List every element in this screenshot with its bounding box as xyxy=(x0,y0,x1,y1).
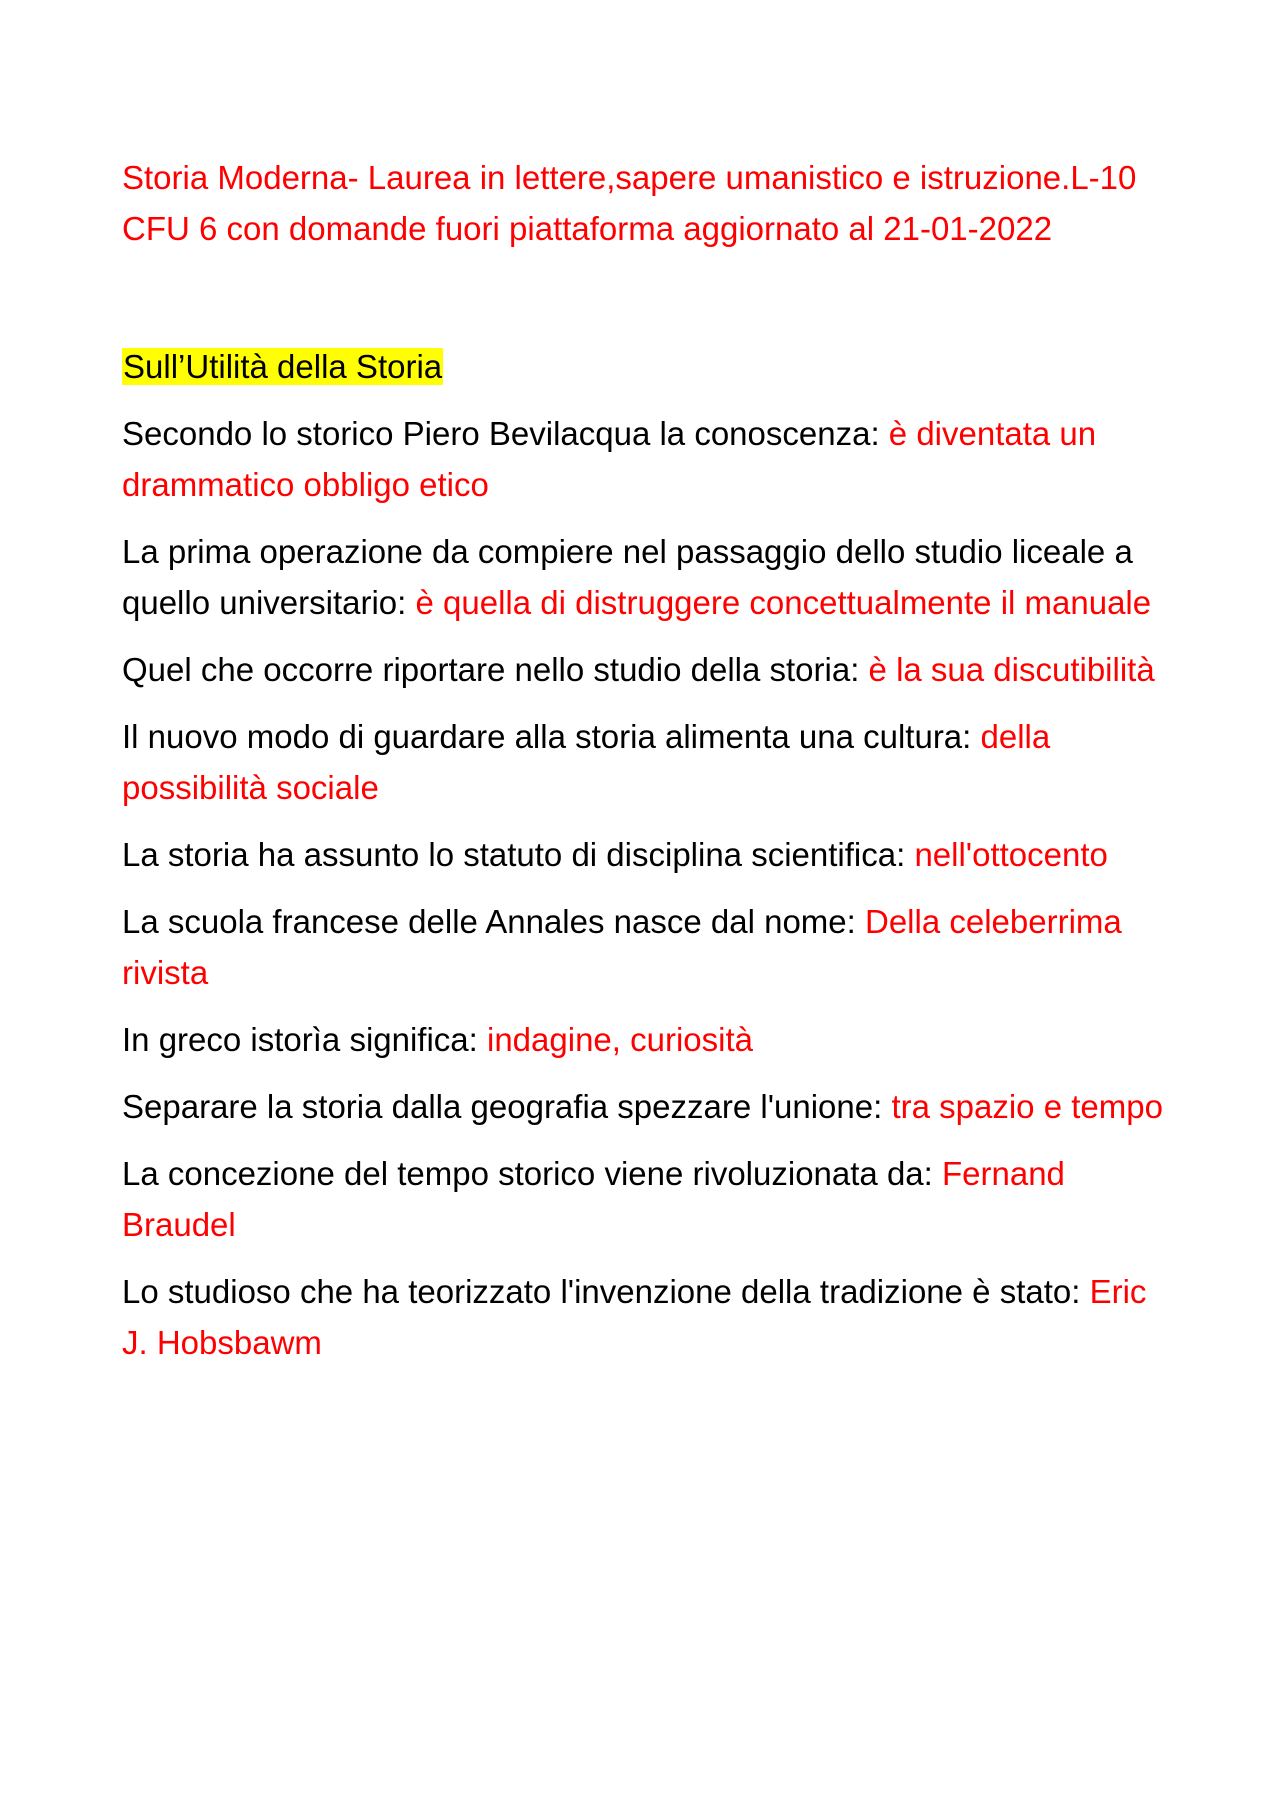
answer-text: è la sua discutibilità xyxy=(868,651,1155,688)
qa-item xyxy=(122,408,1172,510)
qa-item xyxy=(122,1014,1172,1065)
section-heading-text: Sull’Utilità della Storia xyxy=(123,348,443,385)
qa-item xyxy=(122,1266,1172,1368)
question-text: La concezione del tempo storico viene rivoluzionata da: xyxy=(122,1155,942,1192)
qa-item xyxy=(122,896,1172,998)
answer-text: nell'ottocento xyxy=(914,836,1108,873)
question-text: Il nuovo modo di guardare alla storia alimenta una cultura: xyxy=(122,718,981,755)
question-text: Lo studioso che ha teorizzato l'invenzione della tradizione è stato: xyxy=(122,1273,1090,1310)
question-text: La prima operazione da compiere nel passaggio dello studio liceale a quello universitario: xyxy=(122,533,1133,621)
question-text: La storia ha assunto lo statuto di disciplina scientifica: xyxy=(122,836,915,873)
qa-item xyxy=(122,644,1172,695)
question-text: In greco istorìa significa: xyxy=(122,1021,487,1058)
section-heading xyxy=(122,341,1172,392)
qa-item xyxy=(122,829,1172,880)
qa-item xyxy=(122,526,1172,628)
question-text: Separare la storia dalla geografia spezzare l'unione: xyxy=(122,1088,892,1125)
qa-item xyxy=(122,1148,1172,1250)
document-title: Storia Moderna- Laurea in lettere,sapere umanistico e istruzione.L-10 CFU 6 con domande fuori piattaforma aggiornato al 21-01-2022 xyxy=(122,159,1137,247)
qa-item xyxy=(122,1081,1172,1132)
question-text: Secondo lo storico Piero Bevilacqua la conoscenza: xyxy=(122,415,889,452)
qa-list xyxy=(122,408,1172,1368)
question-text: La scuola francese delle Annales nasce dal nome: xyxy=(122,903,865,940)
answer-text: della possibilità sociale xyxy=(122,718,1051,806)
answer-text: è diventata un drammatico obbligo etico xyxy=(122,415,1097,503)
document-page xyxy=(122,152,1172,1368)
answer-text: Eric J. Hobsbawm xyxy=(122,1273,1147,1361)
qa-item xyxy=(122,711,1172,813)
answer-text: Fernand Braudel xyxy=(122,1155,1065,1243)
question-text: Quel che occorre riportare nello studio della storia: xyxy=(122,651,869,688)
answer-text: Della celeberrima rivista xyxy=(122,903,1122,991)
answer-text: indagine, curiosità xyxy=(487,1021,753,1058)
answer-text: è quella di distruggere concettualmente il manuale xyxy=(415,584,1152,621)
answer-text: tra spazio e tempo xyxy=(891,1088,1163,1125)
